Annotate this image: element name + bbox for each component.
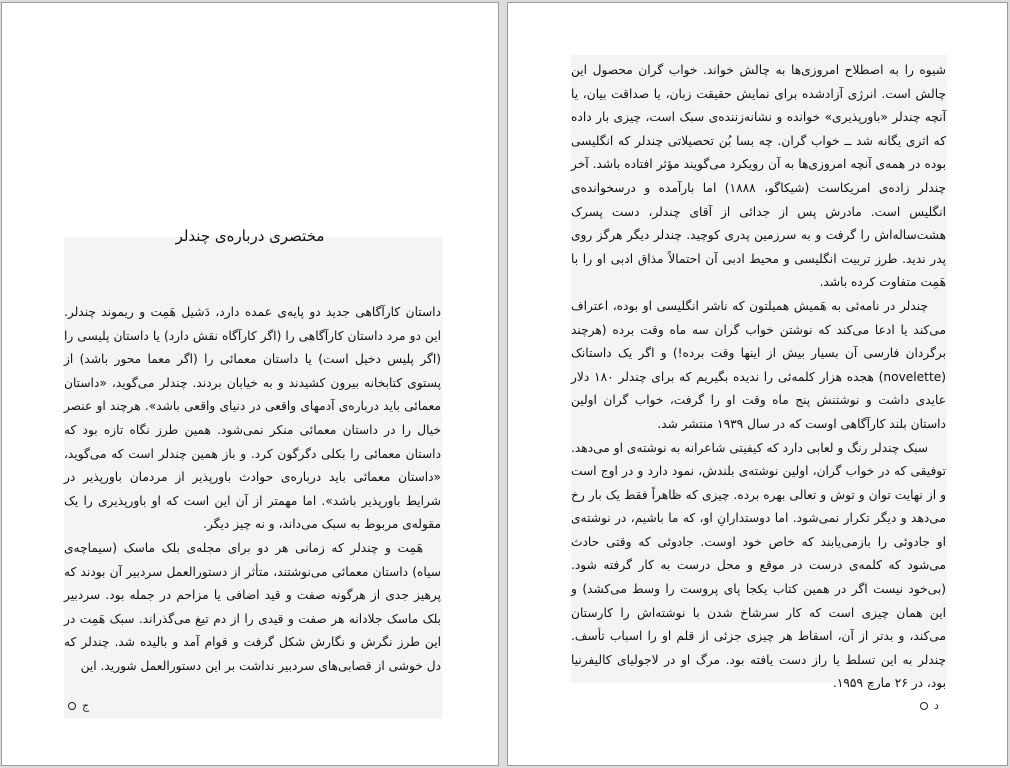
right-page — [507, 2, 1008, 766]
circle-ornament-icon — [920, 702, 928, 710]
page-number-letter: ج — [82, 699, 90, 712]
circle-ornament-icon — [68, 702, 76, 710]
paragraph: سبک چندلر رنگ و لعابی دارد که کیفیتی شاعرانه به نوشته‌ی او می‌دهد. توفیقی که در خواب گران، اولین نوشته‌ی بلندش، نمود دارد و در اوج است و از نهایت توان و توش و تعالی بهره برده. چیزی که ظاهراً فقط یک بار رخ می‌دهد و دیگر تکرار نمی‌شود. اما دوستدارانِ او، که ما باشیم، در نوشته‌ی او جادوئی را بازمی‌یابند که خاص خود اوست. جادوئی که وقتی حادث می‌شود که کلمه‌ی درست در موقع و محل درست به کار گرفته شود. (بی‌خود نیست اگر در همین کتاب یکجا پای پروست را وسط می‌کشد) و این همان چیزی است که کار سرشاخ شدن با نوشته‌اش را کارستان می‌کند، و بدتر از آن، اسقاط هر چیزی جزئی از قلم او را اسباب تأسف. چندلر به این تسلط یا راز دست یافته بود. مرگ او در لاجولیای کالیفرنیا بود، در ۲۶ مارچ ۱۹۵۹. — [571, 440, 946, 691]
left-page — [1, 2, 499, 766]
left-page-body — [64, 301, 441, 679]
paragraph: چندلر در نامه‌ئی به هَمیش همیلتون که ناشر انگلیسی او بوده، اعتراف می‌کند یا ادعا می‌کند که نوشتن خواب گران سه ماه وقت برده (هرچند برگردان فارسی آن بسیار بیش از اینها وقت برده!) و اگر یک داستانک (novelette) هجده هزار کلمه‌ئی را ندیده بگیریم که برای چندلر ۱۸۰ دلار عایدی داشت و نوشتنش پنج ماه وقت او را گرفت، خواب گران اولین داستان بلند کارآگاهی اوست که در سال ۱۹۳۹ منتشر شد. — [571, 298, 946, 431]
page-number — [920, 699, 939, 712]
chapter-title: مختصری درباره‌ی چندلر — [175, 227, 325, 245]
right-page-body — [571, 59, 946, 696]
page-number-letter: د — [934, 699, 939, 712]
paragraph: داستان کارآگاهی جدید دو پایه‌ی عمده دارد، دَشیل هَمِت و ریموند چندلر. این دو مرد داستان کارآگاهی را (اگر کارآگاه نقش دارد) یا داستان پلیسی را (اگر پلیس دخیل است) یا داستان معمائی را (اگر معما محور باشد) از پستوی کتابخانه بیرون کشیدند و به خیابان بردند. چندلر می‌گوید، «داستان معمائی باید درباره‌ی آدمهای واقعی در دنیای واقعی باشد». هرچند او عنصر خیال را در داستان معمائی منکر نمی‌شود. همین طرز نگاه تازه بود که داستان معمائی را بکلی دگرگون کرد. و باز همین چندلر است که می‌گوید، «داستان معمائی باید درباره‌ی حوادث باورپذیر از مردمان باورپذیر در شرایط باورپذیر باشد». اما مهمتر از آن این است که او باورپذیری را یک مقوله‌ی مربوط به سبک می‌داند، و نه چیز دیگر. — [64, 305, 441, 532]
page-number — [68, 699, 89, 712]
paragraph: هَمِت و چندلر که زمانی هر دو برای مجله‌ی بلک ماسک (سیماچه‌ی سیاه) داستان معمائی می‌نوشتند، متأثر از دستورالعمل سردبیر آن بودند که پرهیز جدی از هرگونه صفت و قید اضافی یا مزاحم در جمله بود. سردبیر بلک ماسک جلادانه هر صفت و قیدی را از دم تیغ می‌گذراند. سبک هَمِت در این طرز نگرش و نگارش شکل گرفت و قوام آمد و بالیده شد. چندلر که دل خوشی از قصابی‌های سردبیر نداشت بر این دستورالعمل شورید. این — [64, 540, 441, 673]
paragraph: شیوه را به اصطلاح امروزی‌ها به چالش خواند. خواب گران محصول این چالش است. انرژی آزادشده برای نمایش حقیقت زبان، یا صداقت بیان، یا آنچه چندلر «باورپذیری» خوانده و نشانه‌زننده‌ی سبک است، چیزی بار داده که اثری یگانه شد ــ خواب گران. چه بسا بُن تحصیلاتی چندلر که انگلیسی بوده در همه‌ی آنچه امروزی‌ها به آن رویکرد می‌گویند مؤثر افتاده باشد. آخر چندلر زاده‌ی امریکاست (شیکاگو، ۱۸۸۸) اما بارآمده و درسخوانده‌ی انگلیس است. مادرش پس از جدائی از آقای چندلر، دست پسرک هشت‌ساله‌اش را گرفت و به سرزمین پدری کوچید. چندلر دیگر هرگز روی پدر ندید. طرز تربیت انگلیسی و محیط ادبی آن احتمالاً مذاق ادبی او را با هَمِت متفاوت کرده باشد. — [571, 63, 946, 290]
